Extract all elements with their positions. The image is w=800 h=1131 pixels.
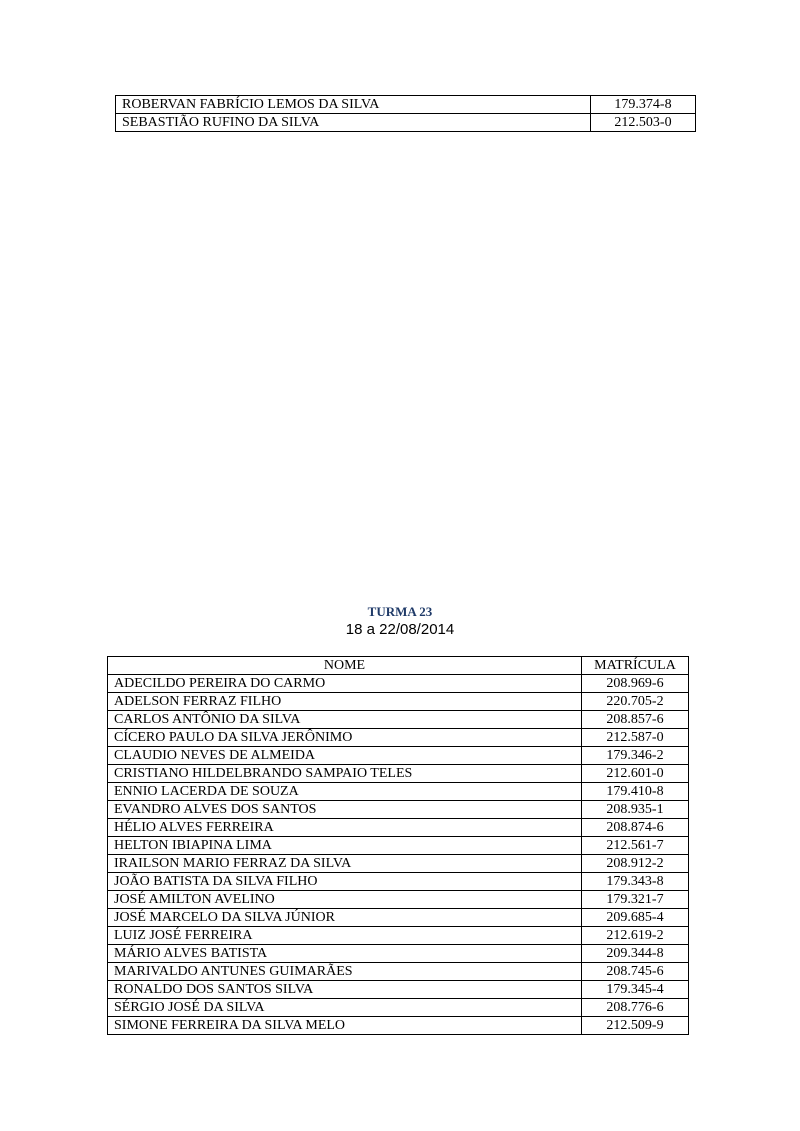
- nome-cell: HELTON IBIAPINA LIMA: [108, 837, 582, 855]
- table-row: [108, 783, 689, 801]
- nome-cell: JOÃO BATISTA DA SILVA FILHO: [108, 873, 582, 891]
- table-row: [108, 999, 689, 1017]
- matricula-cell: 212.561-7: [582, 837, 689, 855]
- table-row: [108, 729, 689, 747]
- table-row: [108, 819, 689, 837]
- table-row: [108, 855, 689, 873]
- nome-cell: IRAILSON MARIO FERRAZ DA SILVA: [108, 855, 582, 873]
- nome-cell: JOSÉ AMILTON AVELINO: [108, 891, 582, 909]
- matricula-cell: 209.344-8: [582, 945, 689, 963]
- matricula-cell: 179.321-7: [582, 891, 689, 909]
- column-header-matricula: MATRÍCULA: [582, 657, 689, 675]
- matricula-cell: 179.345-4: [582, 981, 689, 999]
- nome-cell: SIMONE FERREIRA DA SILVA MELO: [108, 1017, 582, 1035]
- matricula-cell: 212.619-2: [582, 927, 689, 945]
- matricula-cell: 208.912-2: [582, 855, 689, 873]
- table-row: [108, 747, 689, 765]
- table-row: [116, 96, 696, 114]
- table-header-row: [108, 657, 689, 675]
- table-row: [108, 909, 689, 927]
- matricula-cell: 208.745-6: [582, 963, 689, 981]
- matricula-cell: 209.685-4: [582, 909, 689, 927]
- matricula-cell: 212.601-0: [582, 765, 689, 783]
- matricula-cell: 208.857-6: [582, 711, 689, 729]
- nome-cell: SEBASTIÃO RUFINO DA SILVA: [116, 114, 591, 132]
- table-row: [108, 945, 689, 963]
- nome-cell: CÍCERO PAULO DA SILVA JERÔNIMO: [108, 729, 582, 747]
- nome-cell: CLAUDIO NEVES DE ALMEIDA: [108, 747, 582, 765]
- nome-cell: CARLOS ANTÔNIO DA SILVA: [108, 711, 582, 729]
- column-header-nome: NOME: [108, 657, 582, 675]
- matricula-cell: 208.935-1: [582, 801, 689, 819]
- nome-cell: HÉLIO ALVES FERREIRA: [108, 819, 582, 837]
- nome-cell: ADECILDO PEREIRA DO CARMO: [108, 675, 582, 693]
- turma-students-table: [107, 656, 689, 1035]
- turma-date: 18 a 22/08/2014: [345, 621, 455, 638]
- nome-cell: CRISTIANO HILDELBRANDO SAMPAIO TELES: [108, 765, 582, 783]
- matricula-cell: 179.410-8: [582, 783, 689, 801]
- table-row: [108, 873, 689, 891]
- matricula-cell: 212.587-0: [582, 729, 689, 747]
- table-row: [108, 927, 689, 945]
- matricula-cell: 212.509-9: [582, 1017, 689, 1035]
- nome-cell: MÁRIO ALVES BATISTA: [108, 945, 582, 963]
- previous-turma-table-continuation: [115, 95, 696, 132]
- nome-cell: SÉRGIO JOSÉ DA SILVA: [108, 999, 582, 1017]
- matricula-cell: 208.874-6: [582, 819, 689, 837]
- nome-cell: LUIZ JOSÉ FERREIRA: [108, 927, 582, 945]
- matricula-cell: 212.503-0: [591, 114, 696, 132]
- table-row: [108, 765, 689, 783]
- nome-cell: RONALDO DOS SANTOS SILVA: [108, 981, 582, 999]
- table-row: [108, 891, 689, 909]
- matricula-cell: 179.343-8: [582, 873, 689, 891]
- nome-cell: MARIVALDO ANTUNES GUIMARÃES: [108, 963, 582, 981]
- table-row: [108, 1017, 689, 1035]
- table-row: [108, 837, 689, 855]
- table-row: [116, 114, 696, 132]
- table-row: [108, 963, 689, 981]
- nome-cell: EVANDRO ALVES DOS SANTOS: [108, 801, 582, 819]
- turma-table-body: [108, 675, 689, 1035]
- table-row: [108, 675, 689, 693]
- matricula-cell: 208.969-6: [582, 675, 689, 693]
- table-row: [108, 981, 689, 999]
- table-row: [108, 801, 689, 819]
- nome-cell: JOSÉ MARCELO DA SILVA JÚNIOR: [108, 909, 582, 927]
- table-row: [108, 693, 689, 711]
- table-row: [108, 711, 689, 729]
- nome-cell: ROBERVAN FABRÍCIO LEMOS DA SILVA: [116, 96, 591, 114]
- matricula-cell: 179.346-2: [582, 747, 689, 765]
- matricula-cell: 208.776-6: [582, 999, 689, 1017]
- matricula-cell: 179.374-8: [591, 96, 696, 114]
- nome-cell: ADELSON FERRAZ FILHO: [108, 693, 582, 711]
- matricula-cell: 220.705-2: [582, 693, 689, 711]
- nome-cell: ENNIO LACERDA DE SOUZA: [108, 783, 582, 801]
- turma-title: TURMA 23: [367, 604, 433, 619]
